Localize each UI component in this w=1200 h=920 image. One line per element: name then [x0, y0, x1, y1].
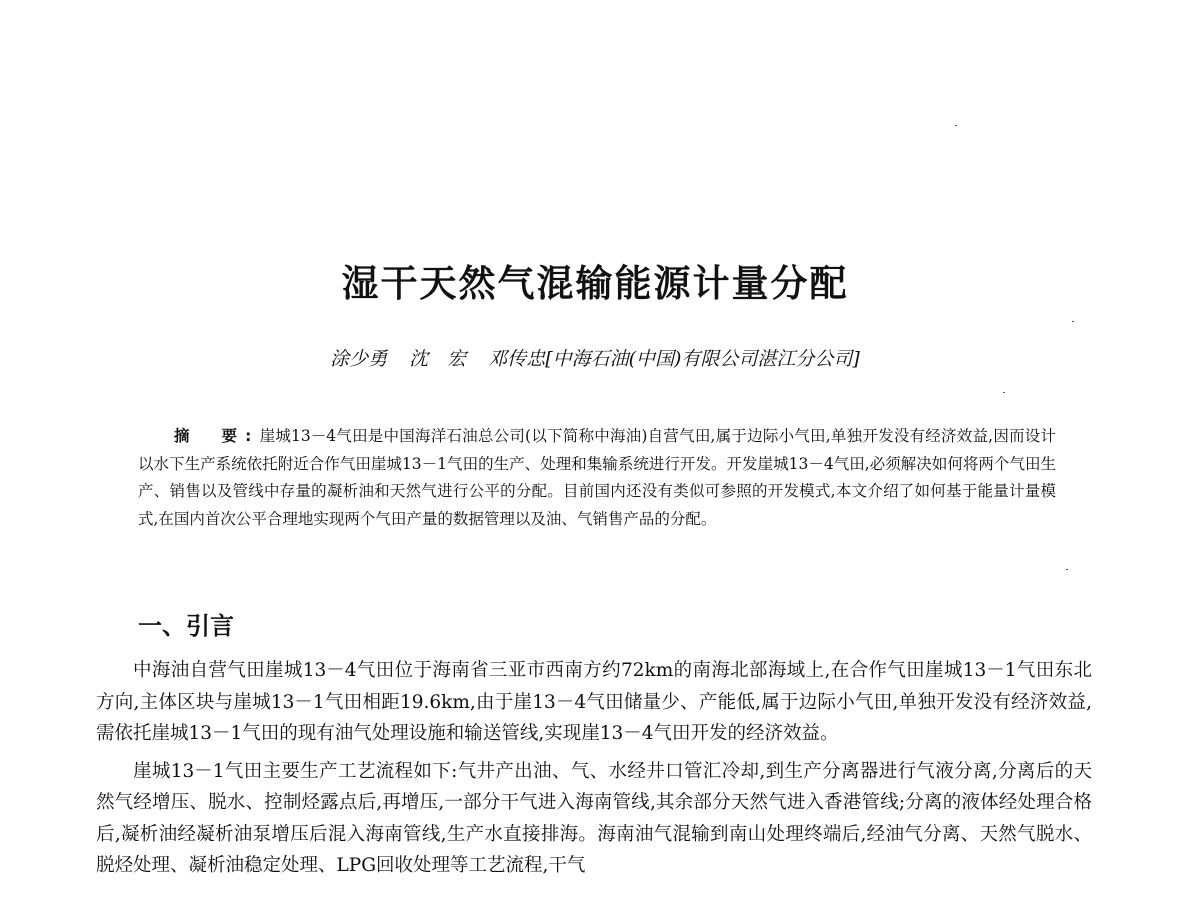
- affiliation: [中海石油(中国)有限公司湛江分公司]: [545, 348, 860, 370]
- paper-title: 湿干天然气混输能源计量分配: [341, 262, 849, 305]
- paragraph-2: 崖城13－1气田主要生产工艺流程如下:气井产出油、气、水经井口管汇冷却,到生产分离器进行气液分离,分离后的天然气经增压、脱水、控制烃露点后,再增压,一部分干气进入海南管线,其余部分天然气进入香港管线;分离的液体经处理合格后,凝析油经凝析油泵增压后混入海南管线,生产水直接排海。海南油气混输到南山处理终端后,经油气分离、天然气脱水、脱烃处理、凝析油稳定处理、LPG回收处理等工艺流程,干气: [96, 760, 1092, 876]
- author-3: 邓传忠: [488, 348, 546, 370]
- scan-speck: [1003, 392, 1005, 393]
- paragraph-1: 中海油自营气田崖城13－4气田位于海南省三亚市西南方约72km的南海北部海域上,在合作气田崖城13－1气田东北方向,主体区块与崖城13－1气田相距19.6km,由于崖13－4气田储量少、产能低,属于边际小气田,单独开发没有经济效益,需依托崖城13－1气田的现有油气处理设施和输送管线,实现崖13－4气田开发的经济效益。: [96, 660, 1092, 744]
- author-1: 涂少勇: [330, 348, 388, 370]
- abstract-text: 崖城13－4气田是中国海洋石油总公司(以下简称中海油)自营气田,属于边际小气田,单独开发没有经济效益,因而设计以水下生产系统依托附近合作气田崖城13－1气田的生产、处理和集输系统进行开发。开发崖城13－4气田,必须解决如何将两个气田生产、销售以及管线中存量的凝析油和天然气进行公平的分配。目前国内还没有类似可参照的开发模式,本文介绍了如何基于能量计量模式,在国内首次公平合理地实现两个气田产量的数据管理以及油、气销售产品的分配。: [138, 427, 1056, 528]
- scan-speck: [1066, 569, 1068, 570]
- author-line: [0, 344, 1190, 371]
- author-2: 沈 宏: [409, 348, 467, 370]
- abstract-label: 摘 要:: [174, 427, 260, 445]
- scan-speck: [955, 125, 957, 126]
- abstract: [138, 423, 1056, 533]
- scan-speck: [1072, 321, 1074, 322]
- section-body: [96, 655, 1092, 888]
- section-heading: 一、引言: [138, 612, 234, 640]
